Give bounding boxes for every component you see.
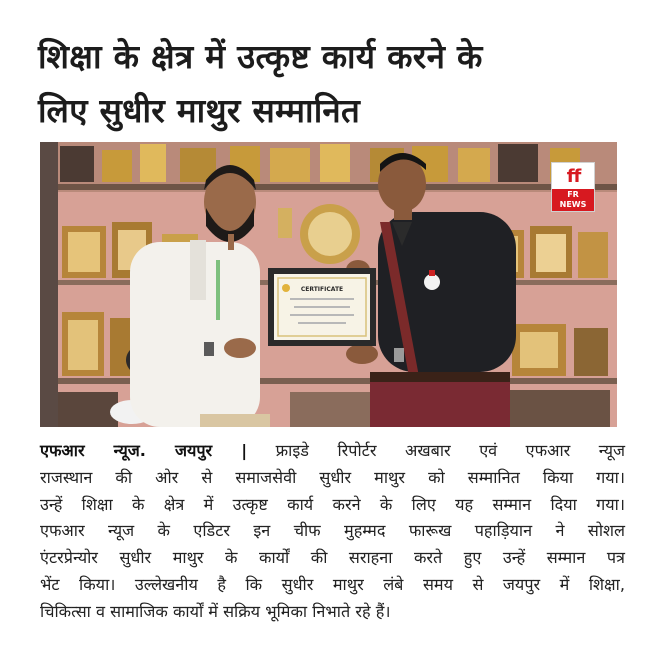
article-line-1: एफआर न्यूज. जयपुर | फ्राइडे रिपोर्टर अखबार एवं एफआर न्यूज — [40, 441, 625, 460]
logo-mark: ff — [566, 166, 582, 187]
article-line-2: राजस्थान की ओर से समाजसेवी सुधीर माथुर को सम्मानित किया गया। — [40, 467, 625, 487]
logo-text: FR NEWS — [552, 189, 594, 211]
article-line-5: एंटरप्रेन्योर सुधीर माथुर के कार्यों की सराहना करते हुए उन्हें सम्मान पत्र — [40, 548, 625, 568]
headline-line-2: लिए सुधीर माथुर सम्मानित — [38, 91, 361, 130]
news-photo — [40, 142, 617, 427]
headline — [38, 30, 638, 138]
photo-illustration — [40, 142, 617, 427]
article-line-7: चिकित्सा व सामाजिक कार्यों में सक्रिय भूमिका निभाते रहे हैं। — [40, 601, 391, 621]
article-line-4: एफआर न्यूज के एडिटर इन चीफ मुहम्मद फारूख पहाड़ियान ने सोशल — [40, 521, 625, 541]
headline-line-1: शिक्षा के क्षेत्र में उत्कृष्ट कार्य करने के — [38, 37, 483, 76]
article-line-6: भेंट किया। उल्लेखनीय है कि सुधीर माथुर लंबे समय से जयपुर में शिक्षा, — [40, 574, 625, 594]
dateline: एफआर न्यूज. जयपुर | — [40, 441, 248, 460]
certificate-title: CERTIFICATE — [300, 286, 344, 293]
article-line-3: उन्हें शिक्षा के क्षेत्र में उत्कृष्ट कार्य करने के लिए यह सम्मान दिया गया। — [40, 494, 625, 514]
article-body — [40, 438, 625, 626]
certificate-frame — [268, 268, 376, 346]
fr-news-logo — [551, 162, 595, 212]
